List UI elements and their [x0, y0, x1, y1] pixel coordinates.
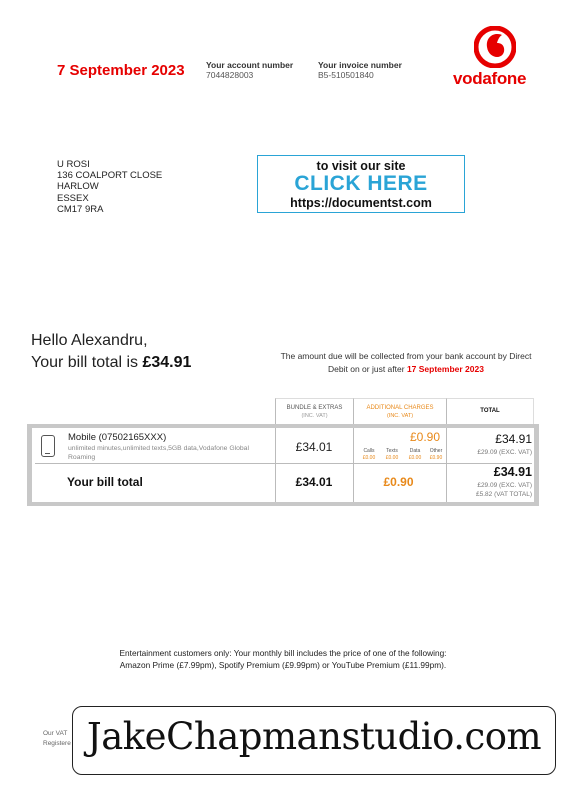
breakdown-label: Other: [429, 448, 443, 454]
watermark-banner: [72, 706, 556, 775]
footer-line: Our VAT: [43, 730, 68, 737]
bill-total-prefix: Your bill total is: [31, 354, 143, 371]
entertainment-line-1: Entertainment customers only: Your monthly bill includes the price of one of the following:: [119, 648, 447, 658]
account-number-label: Your account number: [206, 60, 294, 70]
breakdown-value: £0.00: [385, 455, 399, 461]
footer-line: Registere: [43, 740, 71, 747]
watermark-text: JakeChapmanstudio.com: [86, 715, 542, 758]
logo-wordmark: vodafone: [453, 69, 527, 88]
mobile-line-title: Mobile (07502165XXX): [68, 432, 167, 443]
click-here-link[interactable]: CLICK HERE: [294, 172, 428, 195]
address-line: ESSEX: [57, 192, 89, 204]
breakdown-value: £0.00: [408, 455, 422, 461]
bill-total-vat-breakdown: [446, 482, 532, 499]
mobile-total: £34.91: [495, 432, 532, 446]
greeting-text: Hello Alexandru,: [31, 332, 148, 349]
vodafone-logo: [450, 26, 538, 88]
bill-total-ex-vat: £29.09 (EXC. VAT): [477, 482, 532, 489]
header-bundle-sub: (INC. VAT): [301, 412, 328, 419]
click-here-banner[interactable]: [257, 155, 465, 213]
cta-intro: to visit our site: [316, 159, 406, 173]
cta-url[interactable]: https://documentst.com: [290, 196, 432, 210]
charge-breakdown-calls: [358, 448, 380, 462]
footer-legal: [43, 729, 71, 749]
invoice-date: 7 September 2023: [57, 62, 185, 79]
bill-total-heading: [31, 354, 191, 372]
collect-date: 17 September 2023: [406, 364, 484, 374]
entertainment-line-2: Amazon Prime (£7.99pm), Spotify Premium (£9.99pm) or YouTube Premium (£11.99pm).: [119, 659, 447, 670]
breakdown-label: Texts: [386, 448, 398, 454]
mobile-plan-description: unlimited minutes,unlimited texts,5GB data,Vodafone Global Roaming: [68, 445, 249, 461]
address-line: 136 COALPORT CLOSE: [57, 170, 163, 182]
address-line: CM17 9RA: [57, 203, 104, 215]
address-line: HARLOW: [57, 181, 99, 193]
breakdown-label: Calls: [363, 448, 375, 454]
charge-breakdown-other: [425, 448, 447, 462]
column-divider: [275, 428, 276, 502]
header-additional-sub: (INC. VAT): [386, 412, 414, 419]
direct-debit-note: [270, 350, 542, 376]
customer-address: [57, 159, 162, 215]
header-total: TOTAL: [446, 398, 534, 424]
entertainment-note: [60, 648, 506, 671]
bill-total-additional: £0.90: [383, 475, 414, 489]
mobile-bundle-charge: £34.01: [295, 440, 333, 454]
mobile-additional-charge: £0.90: [409, 430, 440, 444]
breakdown-value: £0.00: [362, 455, 376, 461]
invoice-number-label: Your invoice number: [318, 60, 402, 70]
bill-total-amount-cell: £34.91: [493, 465, 532, 479]
vodafone-speechmark-icon: [474, 26, 516, 68]
row-divider: [35, 463, 532, 464]
breakdown-value: £0.90: [429, 455, 443, 461]
invoice-number: B5-510501840: [318, 70, 374, 80]
collect-text: The amount due will be collected from your bank account by Direct Debit on or just after: [280, 351, 532, 374]
header-additional-charges: [353, 398, 446, 424]
header-bundle-label: BUNDLE & EXTRAS: [286, 405, 343, 411]
address-line: U ROSI: [57, 159, 90, 170]
account-number: 7044828003: [206, 70, 254, 80]
header-additional-label: ADDITIONAL CHARGES: [366, 405, 434, 411]
bill-total-amount: £34.91: [142, 354, 192, 371]
header-bundle-extras: [275, 398, 353, 424]
breakdown-label: Data: [409, 448, 421, 454]
mobile-phone-icon: [41, 435, 55, 457]
charge-breakdown-texts: [381, 448, 403, 462]
bill-total-bundle: £34.01: [295, 475, 333, 489]
mobile-total-ex-vat: £29.09 (EXC. VAT): [477, 449, 532, 456]
charge-breakdown-data: [404, 448, 426, 462]
your-bill-total-label: Your bill total: [67, 475, 143, 489]
bill-vat-total: £5.82 (VAT TOTAL): [476, 490, 532, 498]
